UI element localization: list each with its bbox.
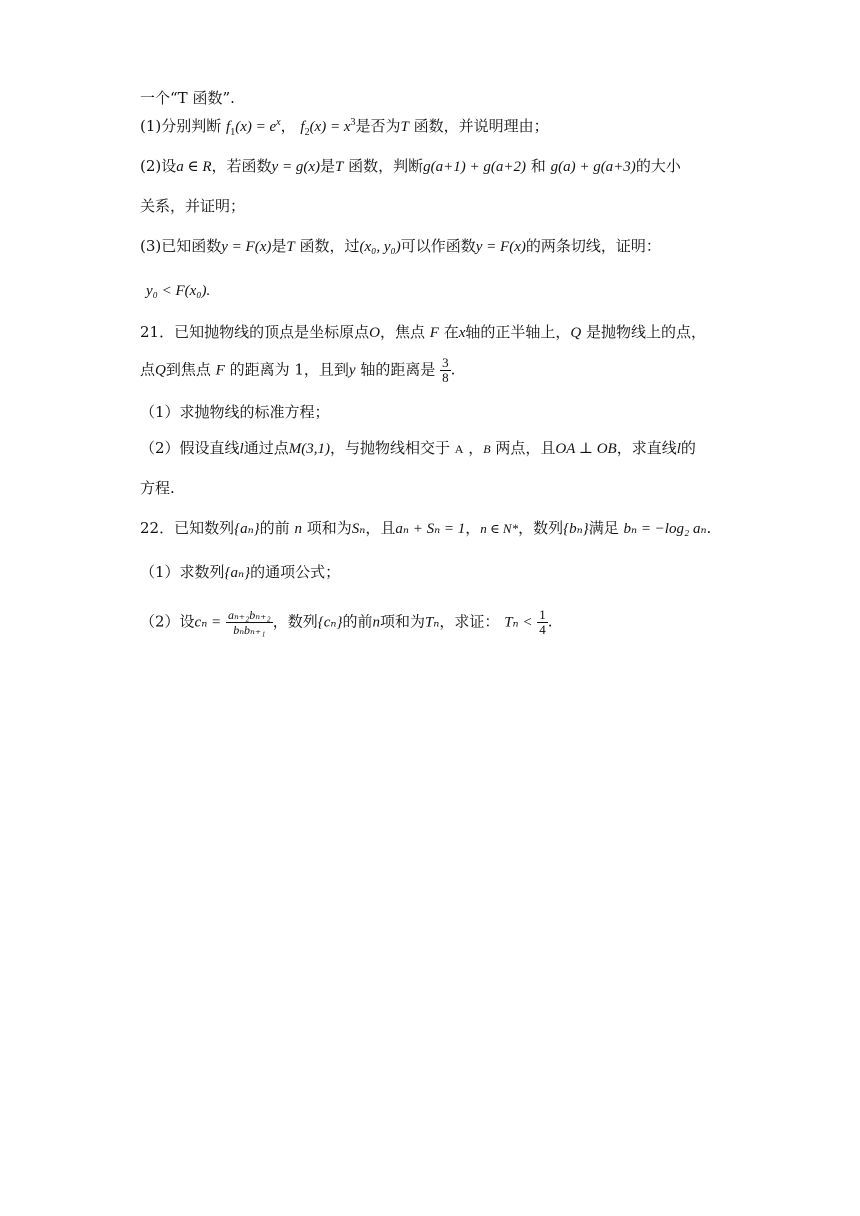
text: (3)已知函数 bbox=[140, 237, 222, 255]
text: 轴的正半轴上， bbox=[465, 323, 571, 341]
text: 轴的距离是 bbox=[360, 360, 436, 379]
math: n bbox=[372, 614, 380, 631]
text: 的距离为 1，且到 bbox=[229, 360, 349, 379]
math: {cₙ} bbox=[317, 614, 343, 631]
text: （2）设 bbox=[140, 612, 195, 631]
text-line bbox=[140, 88, 235, 108]
text: 的前 bbox=[342, 612, 373, 631]
fraction-denominator: 8 bbox=[442, 370, 449, 385]
text: 通过点 bbox=[243, 439, 289, 457]
text: 点 bbox=[140, 360, 156, 379]
text: 21．已知抛物线的顶点是坐标原点 bbox=[140, 323, 370, 341]
text: ，若函数 bbox=[211, 157, 272, 175]
text: 的两条切线，证明： bbox=[525, 237, 661, 255]
text: （1）求数列 bbox=[140, 563, 225, 581]
math: F bbox=[215, 362, 225, 379]
text: ，数列 bbox=[518, 519, 564, 537]
text: ， bbox=[465, 519, 481, 537]
math: aₙ + Sₙ = 1 bbox=[395, 521, 466, 537]
math: x bbox=[458, 325, 466, 341]
text: （2）假设直线 bbox=[140, 439, 240, 457]
fraction bbox=[440, 356, 451, 385]
fraction-numerator: aₙ₊₂bₙ₊₂ bbox=[227, 608, 271, 622]
math: T bbox=[400, 119, 409, 135]
fraction-numerator: 1 bbox=[539, 607, 546, 622]
math: y = F(x) bbox=[221, 239, 272, 255]
math: bₙ = −log₂ aₙ bbox=[623, 521, 707, 537]
question-21-part-2 bbox=[140, 438, 696, 459]
text: 的大小 bbox=[635, 157, 681, 175]
text: 22．已知数列 bbox=[140, 519, 235, 537]
math: Sₙ bbox=[351, 521, 366, 537]
math: Q bbox=[570, 325, 582, 341]
text: . bbox=[547, 612, 553, 631]
math: y₀ < F(x₀). bbox=[146, 283, 211, 299]
math: n ∈ N* bbox=[480, 521, 519, 536]
math: g(a+1) + g(a+2) bbox=[423, 159, 526, 175]
math: a ∈ R bbox=[176, 159, 212, 175]
math: y bbox=[348, 362, 356, 379]
text: . bbox=[450, 360, 456, 379]
text: 的通项公式； bbox=[250, 563, 341, 581]
text-line bbox=[146, 280, 210, 301]
math: (x) = e bbox=[235, 119, 277, 135]
text: . bbox=[706, 519, 712, 537]
question-21-part-1 bbox=[140, 402, 330, 422]
math: O bbox=[369, 325, 380, 341]
text: ， bbox=[280, 117, 296, 135]
text: 函数，并说明理由； bbox=[413, 117, 549, 135]
question-20-part-1: (1)分别判断 $f_1(x) = e^x$， $f_2(x) = x^3$是否为T 函数，并说明理由； bbox=[140, 117, 549, 138]
math: {bₙ} bbox=[563, 521, 589, 537]
text: 项和为 bbox=[379, 612, 425, 631]
math: (x₀, y₀) bbox=[359, 239, 401, 255]
text: (1)分别判断 bbox=[140, 117, 222, 135]
text: 的 bbox=[680, 439, 696, 457]
text: ， bbox=[468, 439, 484, 457]
text: ，焦点 bbox=[379, 323, 425, 341]
text: 方程. bbox=[140, 479, 175, 497]
fraction-denominator: 4 bbox=[539, 622, 546, 637]
text: ，且 bbox=[365, 519, 396, 537]
math: B bbox=[483, 442, 491, 456]
text: 和 bbox=[530, 157, 546, 175]
text: ，求证： bbox=[439, 612, 500, 631]
text: 在 bbox=[443, 323, 459, 341]
math: Tₙ bbox=[424, 614, 440, 631]
math: y = F(x) bbox=[475, 239, 526, 255]
text: 到焦点 bbox=[165, 360, 211, 379]
question-20-part-2 bbox=[140, 156, 681, 177]
math: Tₙ < bbox=[504, 614, 533, 631]
math: cₙ = bbox=[194, 614, 222, 631]
math: T bbox=[335, 159, 344, 175]
text: 关系，并证明； bbox=[140, 197, 246, 215]
question-22 bbox=[140, 518, 711, 539]
math: (x) = x bbox=[309, 119, 351, 135]
text: 是否为 bbox=[355, 117, 401, 135]
math: {aₙ} bbox=[234, 521, 260, 537]
text: 是 bbox=[319, 157, 335, 175]
math: y = g(x) bbox=[271, 159, 320, 175]
question-20-part-3 bbox=[140, 236, 661, 257]
math: l bbox=[239, 441, 244, 457]
text-line bbox=[140, 478, 175, 498]
text: 满足 bbox=[588, 519, 619, 537]
text: ，数列 bbox=[272, 612, 318, 631]
math: l bbox=[676, 441, 681, 457]
math: f bbox=[300, 119, 305, 135]
text: (2)设 bbox=[140, 157, 177, 175]
question-21 bbox=[140, 322, 706, 343]
math: Q bbox=[155, 362, 166, 379]
math: M(3,1) bbox=[288, 441, 330, 457]
text: 是抛物线上的点， bbox=[586, 323, 707, 341]
text: 是 bbox=[271, 237, 287, 255]
math: n bbox=[294, 521, 302, 537]
text: ，与抛物线相交于 bbox=[329, 439, 450, 457]
math: F bbox=[429, 325, 439, 341]
fraction bbox=[226, 608, 273, 637]
text: 函数，判断 bbox=[348, 157, 424, 175]
fraction-denominator: bₙbₙ₊₁ bbox=[233, 623, 266, 637]
question-22-part-2 bbox=[140, 608, 553, 637]
text: 一个“T 函数”. bbox=[140, 89, 235, 107]
fraction-numerator: 3 bbox=[442, 355, 449, 370]
question-22-part-1 bbox=[140, 562, 340, 583]
math: {aₙ} bbox=[224, 565, 251, 581]
math: OA ⊥ OB bbox=[555, 441, 617, 457]
text: 的前 bbox=[259, 519, 290, 537]
text-line bbox=[140, 196, 245, 216]
text: 项和为 bbox=[306, 519, 352, 537]
math: A bbox=[454, 442, 464, 456]
text: 两点，且 bbox=[495, 439, 556, 457]
text: 函数，过 bbox=[299, 237, 360, 255]
math: f bbox=[226, 119, 231, 135]
math: T bbox=[286, 239, 295, 255]
text: （1）求抛物线的标准方程； bbox=[140, 403, 330, 421]
text: 可以作函数 bbox=[400, 237, 476, 255]
math: g(a) + g(a+3) bbox=[550, 159, 636, 175]
question-21-line-2 bbox=[140, 356, 455, 385]
text: ，求直线 bbox=[616, 439, 677, 457]
fraction bbox=[537, 608, 548, 637]
